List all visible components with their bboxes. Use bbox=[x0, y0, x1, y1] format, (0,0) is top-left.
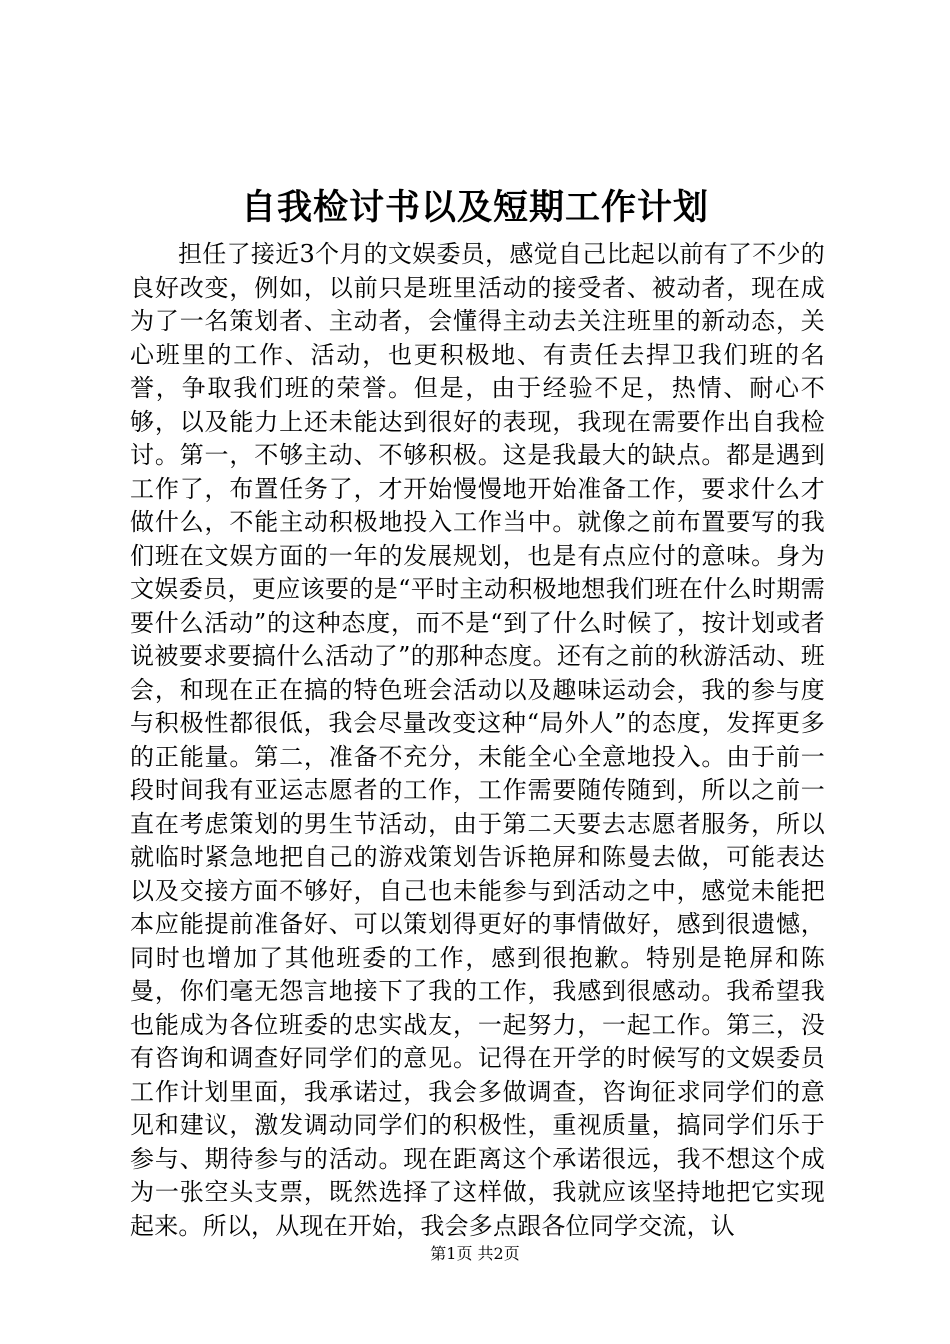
page-footer: 第1页 共2页 bbox=[430, 1244, 520, 1263]
document-body-paragraph: 担任了接近3个月的文娱委员，感觉自己比起以前有了不少的良好改变，例如，以前只是班里活动的接受者、被动者，现在成为了一名策划者、主动者，会懂得主动去关注班里的新动态，关心班里的工作、活动，也更积极地、有责任去捍卫我们班的名誉，争取我们班的荣誉。但是，由于经验不足，热情、耐心不够，以及能力上还未能达到很好的表现，我现在需要作出自我检讨。第一，不够主动、不够积极。这是我最大的缺点。都是遇到工作了，布置任务了，才开始慢慢地开始准备工作，要求什么才做什么，不能主动积极地投入工作当中。就像之前布置要写的我们班在文娱方面的一年的发展规划，也是有点应付的意味。身为文娱委员，更应该要的是“平时主动积极地想我们班在什么时期需要什么活动”的这种态度，而不是“到了什么时候了，按计划或者说被要求要搞什么活动了”的那种态度。还有之前的秋游活动、班会，和现在正在搞的特色班会活动以及趣味运动会，我的参与度与积极性都很低，我会尽量改变这种“局外人”的态度，发挥更多的正能量。第二，准备不充分，未能全心全意地投入。由于前一段时间我有亚运志愿者的工作，工作需要随传随到，所以之前一直在考虑策划的男生节活动，由于第二天要去志愿者服务，所以就临时紧急地把自己的游戏策划告诉艳屏和陈曼去做，可能表达以及交接方面不够好，自己也未能参与到活动之中，感觉未能把本应能提前准备好、可以策划得更好的事情做好，感到很遗憾，同时也增加了其他班委的工作，感到很抱歉。特别是艳屏和陈曼，你们毫无怨言地接下了我的工作，我感到很感动。我希望我也能成为各位班委的忠实战友，一起努力，一起工作。第三，没有咨询和调查好同学们的意见。记得在开学的时候写的文娱委员工作计划里面，我承诺过，我会多做调查，咨询征求同学们的意见和建议，激发调动同学们的积极性，重视质量，搞同学们乐于参与、期待参与的活动。现在距离这个承诺很远，我不想这个成为一张空头支票，既然选择了这样做，我就应该坚持地把它实现起来。所以，从现在开始，我会多点跟各位同学交流，认 bbox=[130, 240, 825, 1240]
document-title: 自我检讨书以及短期工作计划 bbox=[240, 187, 709, 228]
